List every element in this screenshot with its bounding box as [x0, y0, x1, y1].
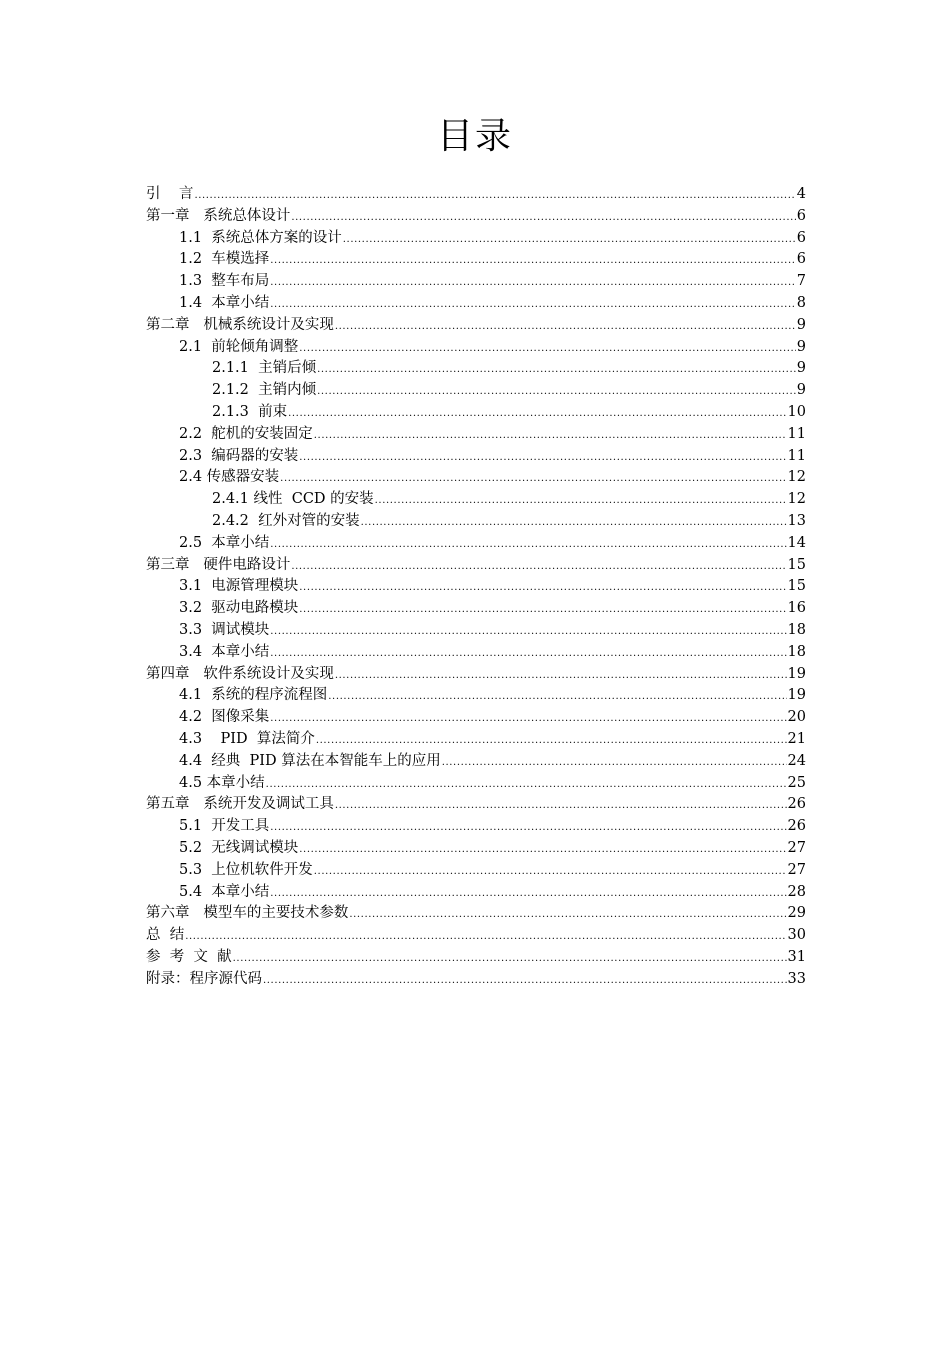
toc-page-number: 16 — [787, 600, 806, 617]
dot-leader — [194, 185, 795, 207]
toc-entry-text: 4.5 本章小结 — [179, 774, 265, 791]
toc-entry[interactable] — [146, 642, 806, 664]
toc-entry-text: 第三章 硬件电路设计 — [146, 556, 291, 573]
dot-leader — [442, 752, 787, 774]
toc-page-number: 10 — [787, 403, 806, 420]
toc-page-number: 21 — [787, 730, 806, 747]
toc-page-number: 33 — [787, 970, 806, 987]
toc-entry-text: 3.4 本章小结 — [179, 643, 270, 660]
dot-leader — [291, 556, 786, 578]
toc-entry[interactable] — [146, 860, 806, 882]
toc-page-number: 19 — [787, 665, 806, 682]
toc-entry[interactable] — [146, 402, 806, 424]
toc-entry[interactable] — [146, 969, 806, 991]
toc-page-number: 31 — [787, 948, 806, 965]
toc-page-number: 26 — [787, 796, 806, 813]
toc-entry-text: 2.1.2 主销内倾 — [212, 382, 317, 399]
dot-leader — [299, 599, 786, 621]
toc-entry-text: 第六章 模型车的主要技术参数 — [146, 905, 349, 922]
toc-entry[interactable] — [146, 380, 806, 402]
dot-leader — [299, 839, 786, 861]
toc-page-number: 19 — [787, 687, 806, 704]
toc-page-number: 26 — [787, 818, 806, 835]
dot-leader — [270, 817, 786, 839]
toc-page-number: 6 — [796, 251, 806, 268]
toc-entry[interactable] — [146, 729, 806, 751]
toc-entry[interactable] — [146, 467, 806, 489]
toc-page-number: 15 — [787, 578, 806, 595]
dot-leader — [270, 643, 786, 665]
toc-entry[interactable] — [146, 620, 806, 642]
toc-entry-text: 2.4 传感器安装 — [179, 469, 280, 486]
dot-leader — [328, 686, 786, 708]
dot-leader — [288, 403, 786, 425]
toc-entry[interactable] — [146, 882, 806, 904]
toc-entry[interactable] — [146, 816, 806, 838]
toc-entry[interactable] — [146, 228, 806, 250]
toc-entry[interactable] — [146, 446, 806, 468]
toc-page-number: 12 — [787, 491, 806, 508]
toc-entry[interactable] — [146, 206, 806, 228]
dot-leader — [299, 577, 786, 599]
dot-leader — [270, 621, 786, 643]
dot-leader — [280, 468, 786, 490]
dot-leader — [316, 730, 787, 752]
toc-page-number: 11 — [787, 425, 806, 442]
toc-entry[interactable] — [146, 838, 806, 860]
dot-leader — [314, 425, 787, 447]
toc-page-number: 30 — [787, 927, 806, 944]
dot-leader — [314, 861, 787, 883]
toc-entry-text: 1.4 本章小结 — [179, 294, 270, 311]
dot-leader — [375, 490, 787, 512]
toc-page-number: 25 — [787, 774, 806, 791]
table-of-contents — [146, 184, 806, 990]
toc-page-number: 27 — [787, 839, 806, 856]
toc-entry[interactable] — [146, 424, 806, 446]
toc-page-number: 24 — [787, 752, 806, 769]
toc-entry-text: 引 言 — [146, 186, 194, 202]
dot-leader — [335, 316, 796, 338]
toc-entry-text: 2.1.1 主销后倾 — [212, 360, 317, 377]
toc-entry[interactable] — [146, 598, 806, 620]
toc-page-number: 28 — [787, 883, 806, 900]
dot-leader — [263, 970, 787, 992]
toc-entry[interactable] — [146, 685, 806, 707]
toc-entry[interactable] — [146, 358, 806, 380]
toc-entry-text: 2.4.1 线性 CCD 的安装 — [212, 491, 374, 508]
dot-leader — [349, 904, 786, 926]
toc-entry-text: 1.3 整车布局 — [179, 273, 270, 290]
dot-leader — [299, 338, 795, 360]
toc-page-number: 18 — [787, 643, 806, 660]
toc-entry-text: 1.2 车模选择 — [179, 251, 270, 268]
toc-page-number: 9 — [796, 382, 806, 399]
toc-page-number: 8 — [796, 294, 806, 311]
toc-page-number: 4 — [796, 186, 806, 202]
dot-leader — [266, 774, 787, 796]
toc-entry-text: 5.4 本章小结 — [179, 883, 270, 900]
toc-entry-text: 2.3 编码器的安装 — [179, 447, 299, 464]
toc-entry-text: 3.2 驱动电路模块 — [179, 600, 299, 617]
toc-entry[interactable] — [146, 707, 806, 729]
toc-entry[interactable] — [146, 794, 806, 816]
toc-page-number: 15 — [787, 556, 806, 573]
toc-entry-text: 第四章 软件系统设计及实现 — [146, 665, 334, 682]
toc-entry-text: 5.1 开发工具 — [179, 818, 270, 835]
toc-entry[interactable] — [146, 533, 806, 555]
toc-entry-text: 附录：程序源代码 — [146, 970, 262, 987]
dot-leader — [361, 512, 787, 534]
toc-page-number: 12 — [787, 469, 806, 486]
toc-entry[interactable] — [146, 184, 806, 206]
toc-entry[interactable] — [146, 337, 806, 359]
dot-leader — [270, 708, 786, 730]
dot-leader — [185, 926, 786, 948]
toc-entry-text: 2.1 前轮倾角调整 — [179, 338, 299, 355]
toc-entry[interactable] — [146, 773, 806, 795]
toc-page-number: 9 — [796, 360, 806, 377]
toc-entry[interactable] — [146, 293, 806, 315]
toc-page-number: 20 — [787, 709, 806, 726]
toc-entry[interactable] — [146, 511, 806, 533]
toc-entry-text: 参 考 文 献 — [146, 948, 232, 965]
toc-page-number: 13 — [787, 512, 806, 529]
toc-entry[interactable] — [146, 903, 806, 925]
toc-page-number: 6 — [796, 207, 806, 224]
toc-entry-text: 2.5 本章小结 — [179, 534, 270, 551]
toc-entry-text: 4.1 系统的程序流程图 — [179, 687, 328, 704]
dot-leader — [270, 294, 795, 316]
dot-leader — [291, 207, 795, 229]
toc-page-number: 14 — [787, 534, 806, 551]
dot-leader — [270, 272, 795, 294]
toc-entry-text: 3.1 电源管理模块 — [179, 578, 299, 595]
toc-entry-text: 第一章 系统总体设计 — [146, 207, 291, 224]
toc-entry[interactable] — [146, 489, 806, 511]
dot-leader — [270, 250, 795, 272]
dot-leader — [317, 381, 796, 403]
toc-entry[interactable] — [146, 271, 806, 293]
dot-leader — [343, 229, 796, 251]
dot-leader — [270, 883, 786, 905]
toc-entry-text: 总 结 — [146, 927, 185, 944]
toc-entry-text: 5.2 无线调试模块 — [179, 839, 299, 856]
toc-page-number: 18 — [787, 621, 806, 638]
toc-entry-text: 4.4 经典 PID 算法在本智能车上的应用 — [179, 752, 441, 769]
toc-entry-text: 3.3 调试模块 — [179, 621, 270, 638]
dot-leader — [335, 665, 787, 687]
toc-page-number: 29 — [787, 905, 806, 922]
toc-page-number: 7 — [796, 273, 806, 290]
toc-entry-text: 4.2 图像采集 — [179, 709, 270, 726]
dot-leader — [317, 359, 796, 381]
toc-page-number: 6 — [796, 229, 806, 246]
toc-entry[interactable] — [146, 751, 806, 773]
toc-entry-text: 4.3 PID 算法简介 — [179, 730, 315, 747]
toc-entry[interactable] — [146, 555, 806, 577]
toc-entry[interactable] — [146, 947, 806, 969]
dot-leader — [270, 534, 786, 556]
toc-entry-text: 2.1.3 前束 — [212, 403, 288, 420]
toc-entry[interactable] — [146, 925, 806, 947]
toc-entry-text: 2.2 舵机的安装固定 — [179, 425, 313, 442]
toc-page-number: 27 — [787, 861, 806, 878]
toc-entry[interactable] — [146, 315, 806, 337]
dot-leader — [299, 447, 786, 469]
page-title: 目录 — [436, 116, 513, 157]
dot-leader — [233, 948, 787, 970]
dot-leader — [335, 795, 787, 817]
toc-entry-text: 第二章 机械系统设计及实现 — [146, 316, 334, 333]
toc-entry[interactable] — [146, 576, 806, 598]
toc-entry-text: 第五章 系统开发及调试工具 — [146, 796, 334, 813]
toc-page-number: 11 — [787, 447, 806, 464]
toc-entry-text: 1.1 系统总体方案的设计 — [179, 229, 342, 246]
toc-entry[interactable] — [146, 664, 806, 686]
toc-entry[interactable] — [146, 249, 806, 271]
toc-page-number: 9 — [796, 338, 806, 355]
toc-entry-text: 2.4.2 红外对管的安装 — [212, 512, 360, 529]
toc-entry-text: 5.3 上位机软件开发 — [179, 861, 313, 878]
toc-page-number: 9 — [796, 316, 806, 333]
